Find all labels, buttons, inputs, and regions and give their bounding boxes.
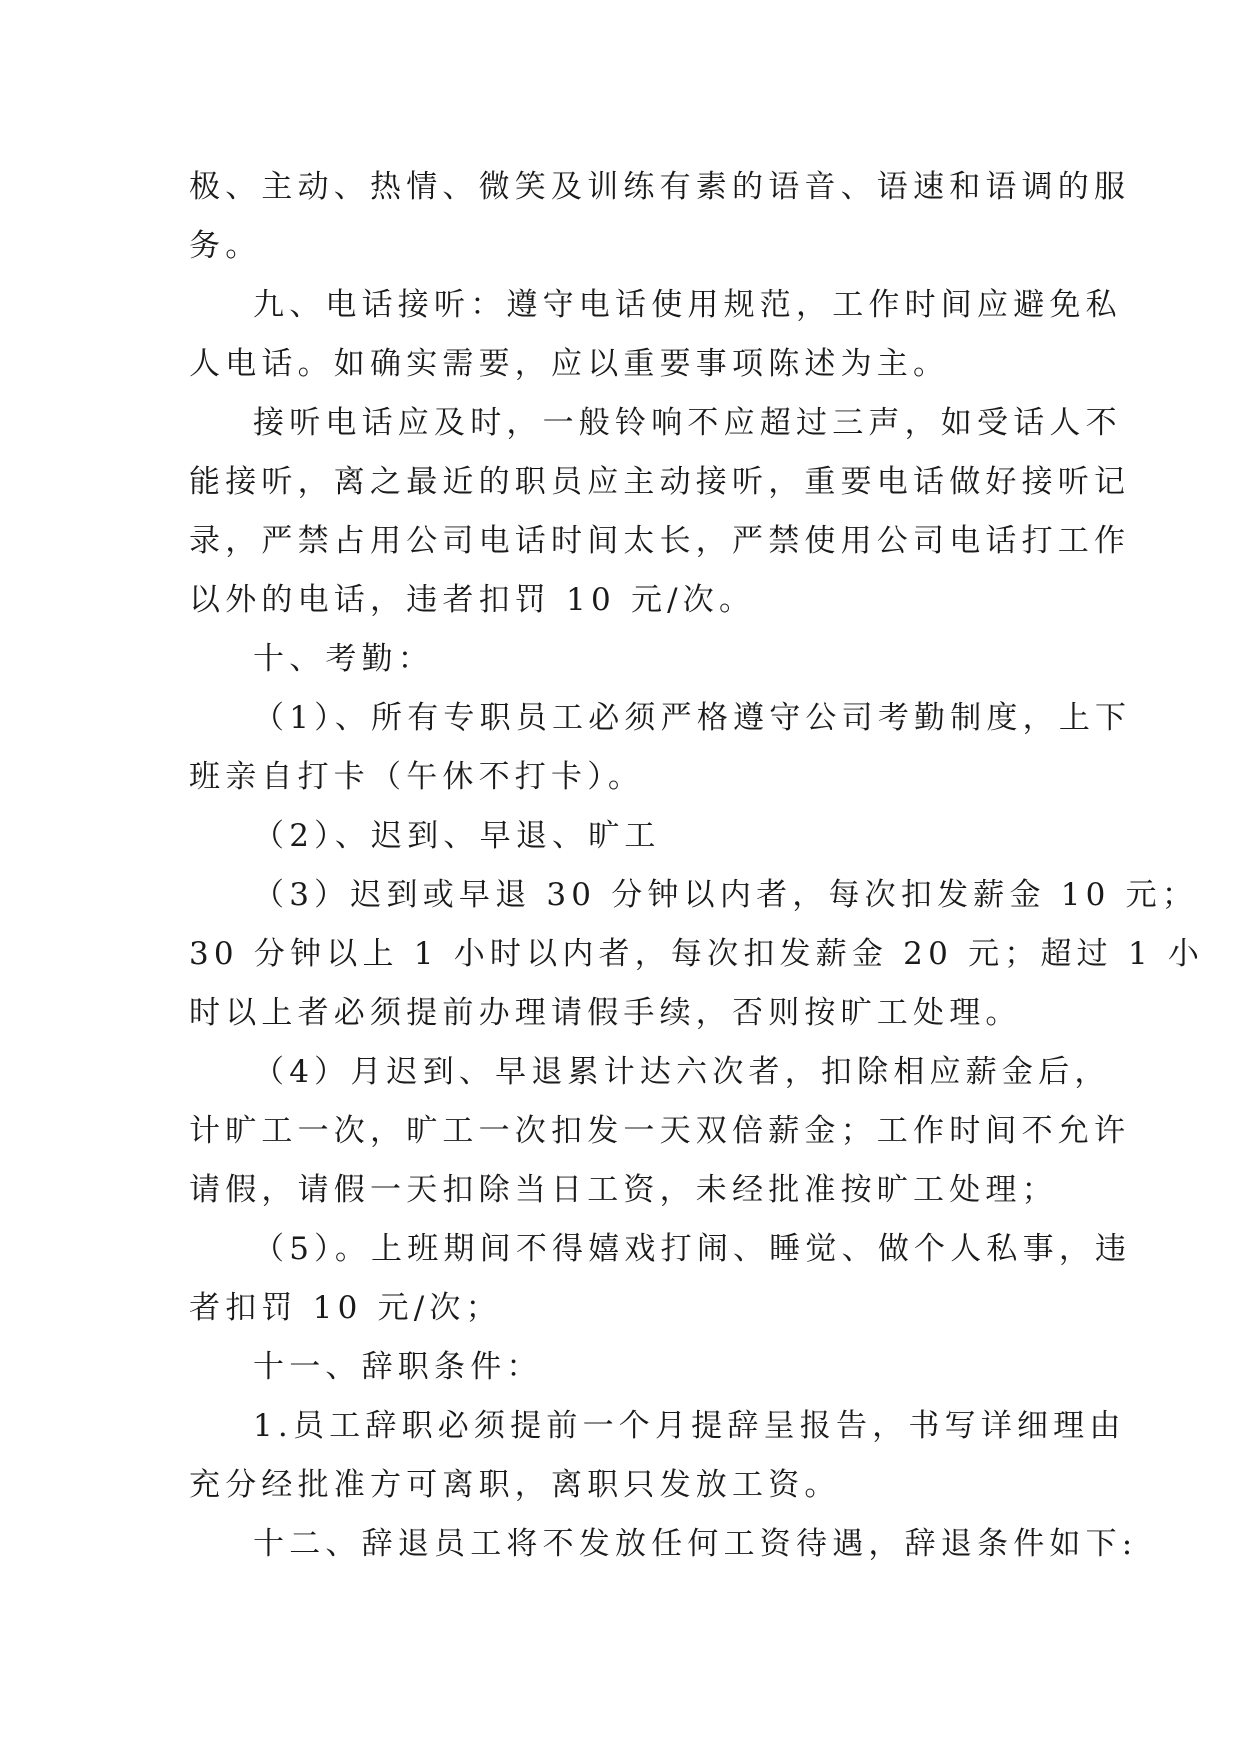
- text-line: （4）月迟到、早退累计达六次者，扣除相应薪金后，: [253, 1054, 1111, 1090]
- paragraph: [189, 276, 1122, 394]
- text-line: 班亲自打卡（午休不打卡）。: [189, 759, 645, 795]
- paragraph: [189, 1515, 1138, 1574]
- text-line: 请假，请假一天扣除当日工资，未经批准按旷工处理；: [189, 1172, 1058, 1208]
- text-line: 能接听，离之最近的职员应主动接听，重要电话做好接听记: [189, 464, 1131, 500]
- text-line: （2）、迟到、早退、旷工: [253, 818, 661, 854]
- text-line: 十二、辞退员工将不发放任何工资待遇，辞退条件如下:: [253, 1526, 1138, 1562]
- text-line: 十、考勤：: [253, 641, 434, 677]
- text-line: 录，严禁占用公司电话时间太长，严禁使用公司电话打工作: [189, 523, 1131, 559]
- text-line: 务。: [189, 228, 262, 264]
- paragraph: [189, 1220, 1132, 1338]
- paragraph: [189, 689, 1132, 807]
- text-line: 时以上者必须提前办理请假手续，否则按旷工处理。: [189, 995, 1022, 1031]
- text-line: 者扣罚 10 元/次；: [189, 1290, 502, 1326]
- text-line: 接听电话应及时，一般铃响不应超过三声，如受话人不: [253, 405, 1122, 441]
- text-line: 九、电话接听：遵守电话使用规范，工作时间应避免私: [253, 287, 1122, 323]
- text-line: 充分经批准方可离职，离职只发放工资。: [189, 1467, 841, 1503]
- text-line: （3）迟到或早退 30 分钟以内者，每次扣发薪金 10 元；: [253, 877, 1199, 913]
- paragraph: [189, 630, 1051, 689]
- text-line: 30 分钟以上 1 小时以内者，每次扣发薪金 20 元；超过 1 小: [189, 936, 1205, 972]
- paragraph: [189, 807, 1051, 866]
- paragraph: [189, 394, 1131, 630]
- document-body: [189, 158, 1205, 1574]
- text-line: 极、主动、热情、微笑及训练有素的语音、语速和语调的服: [189, 169, 1131, 205]
- text-line: 以外的电话，违者扣罚 10 元/次。: [189, 582, 756, 618]
- paragraph: [189, 1397, 1126, 1515]
- text-line: 1.员工辞职必须提前一个月提辞呈报告，书写详细理由: [253, 1408, 1126, 1444]
- text-line: （5）。上班期间不得嬉戏打闹、睡觉、做个人私事，违: [253, 1231, 1132, 1267]
- text-line: 人电话。如确实需要，应以重要事项陈述为主。: [189, 346, 950, 382]
- paragraph: [189, 158, 1131, 276]
- text-line: 计旷工一次，旷工一次扣发一天双倍薪金；工作时间不允许: [189, 1113, 1131, 1149]
- paragraph: [189, 1338, 1051, 1397]
- paragraph: [189, 866, 1205, 1043]
- paragraph: [189, 1043, 1131, 1220]
- text-line: （1）、所有专职员工必须严格遵守公司考勤制度，上下: [253, 700, 1132, 736]
- text-line: 十一、辞职条件：: [253, 1349, 543, 1385]
